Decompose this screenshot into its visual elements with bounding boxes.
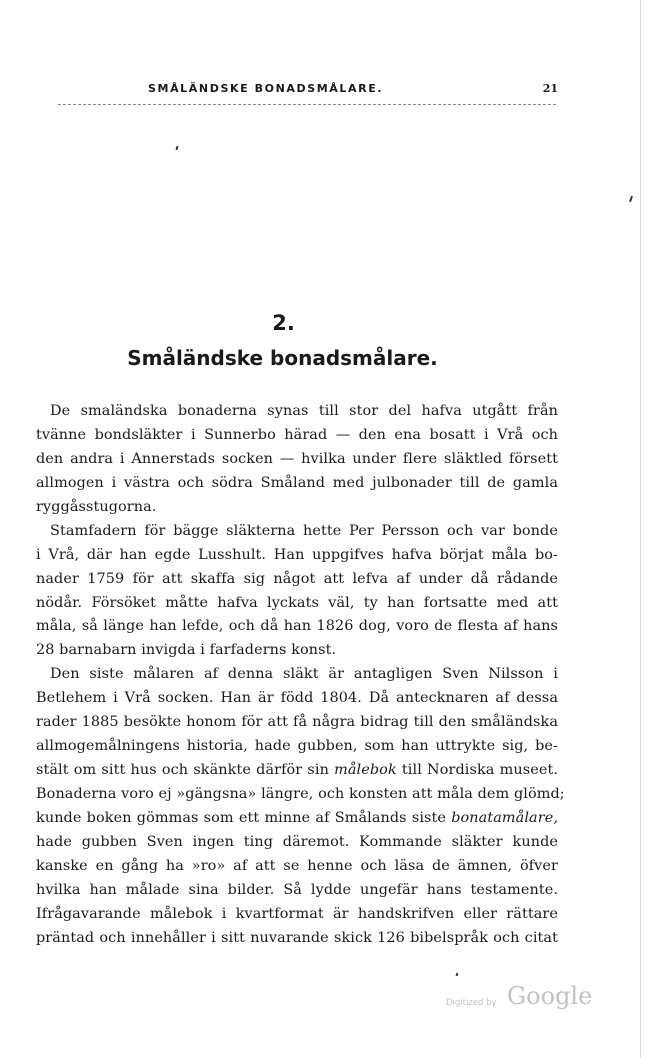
- ink-speck: [629, 196, 633, 202]
- text-line: rader 1885 besökte honom för att få några bidrag till den småländska: [36, 714, 558, 731]
- text-line: den andra i Annerstads socken — hvilka under flere släktled försett: [36, 450, 558, 467]
- text-line: i Vrå, där han egde Lusshult. Han uppgifves hafva börjat måla bo-: [36, 546, 558, 563]
- chapter-title: Småländske bonadsmålare.: [127, 346, 438, 370]
- text-line: kunde boken gömmas som ett minne af Smålands siste bonatamålare,: [36, 809, 558, 826]
- text-line: Ifrågavarande målebok i kvartformat är handskrifven eller rättare: [36, 905, 558, 922]
- text-line: tvänne bondsläkter i Sunnerbo härad — den ena bosatt i Vrå och: [36, 426, 558, 443]
- body-text: [36, 400, 565, 951]
- ink-speck: [175, 146, 178, 150]
- text-line: 28 barnabarn invigda i farfaderns konst.: [36, 642, 337, 659]
- header-rule: [58, 104, 556, 105]
- text-line: Bonaderna voro ej »gängsna» längre, och konsten att måla dem glömd;: [36, 786, 565, 802]
- chapter-number: 2.: [272, 311, 295, 335]
- text-line: hvilka han målade sina bilder. Så lydde ungefär hans testamente.: [36, 881, 558, 898]
- watermark-google-logo: Google: [507, 982, 593, 1010]
- text-line: allmogemålningens historia, hade gubben, som han uttrykte sig, be-: [36, 738, 558, 755]
- text-line: måla, så länge han lefde, och då han 1826 dog, voro de flesta af hans: [36, 618, 558, 635]
- text-line: Den siste målaren af denna släkt är antagligen Sven Nilsson i: [50, 666, 558, 683]
- page-edge-line: [640, 0, 641, 1058]
- page-number: 21: [542, 82, 558, 95]
- text-line: Stamfadern för bägge släkterna hette Per Persson och var bonde: [50, 522, 558, 539]
- text-line: ryggåsstugorna.: [36, 498, 157, 515]
- text-line: allmogen i västra och södra Småland med julbonader till de gamla: [36, 474, 558, 491]
- text-line: hade gubben Sven ingen ting däremot. Kommande släkter kunde: [36, 833, 558, 850]
- text-line: Betlehem i Vrå socken. Han är född 1804. Då antecknaren af dessa: [36, 690, 558, 707]
- watermark-digitized-by: Digitized by: [446, 998, 497, 1008]
- text-line: präntad och innehåller i sitt nuvarande skick 126 bibelspråk och citat: [36, 929, 558, 946]
- text-line: stält om sitt hus och skänkte därför sin målebok till Nordiska museet.: [36, 762, 559, 779]
- ink-speck: [456, 973, 459, 977]
- text-line: nader 1759 för att skaffa sig något att lefva af under då rådande: [36, 570, 558, 587]
- running-title: SMÅLÄNDSKE BONADSMÅLARE.: [148, 82, 384, 95]
- italic-term: bonatamålare,: [451, 809, 558, 826]
- text-line: nödår. Försöket måtte hafva lyckats väl, ty han fortsatte med att: [36, 594, 558, 611]
- running-header: [148, 82, 558, 102]
- text-line: De smaländska bonaderna synas till stor del hafva utgått från: [50, 403, 558, 419]
- italic-term: målebok: [334, 762, 397, 779]
- digitized-by-google-watermark: [446, 982, 596, 1022]
- text-line: kanske en gång ha »ro» af att se henne och läsa de ämnen, öfver: [36, 857, 558, 874]
